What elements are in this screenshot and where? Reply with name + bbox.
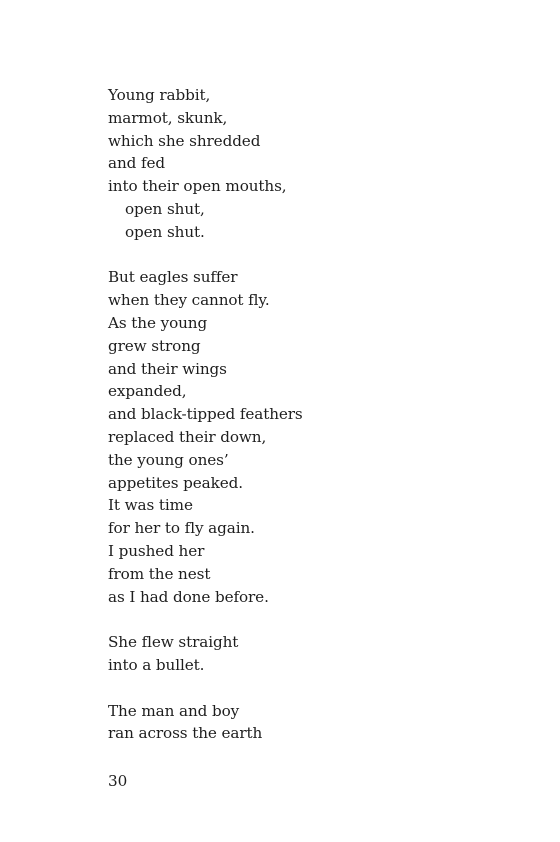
poem-line: and black-tipped feathers — [108, 405, 303, 424]
stanza-break — [108, 244, 508, 267]
poem-line: replaced their down, — [108, 427, 267, 446]
poem-line: The man and boy — [108, 701, 240, 720]
poem-line: ran across the earth — [108, 724, 263, 743]
poem-line: and their wings — [108, 359, 227, 378]
stanza-4 — [108, 700, 508, 746]
poem-line: for her to fly again. — [108, 519, 255, 538]
stanza-3 — [108, 631, 508, 677]
poem-line: She flew straight — [108, 633, 239, 652]
poem-line: from the nest — [108, 564, 211, 583]
poem-line: the young ones’ — [108, 450, 229, 469]
poem-line: expanded, — [108, 382, 187, 401]
poem-line: appetites peaked. — [108, 473, 243, 492]
poem-line: when they cannot fly. — [108, 291, 270, 310]
poem-line: into a bullet. — [108, 655, 205, 674]
poem-line: It was time — [108, 496, 193, 515]
poem-line: But eagles suffer — [108, 268, 238, 287]
poem-line-indented: open shut, — [125, 199, 205, 218]
poem-line: as I had done before. — [108, 587, 269, 606]
stanza-1 — [108, 84, 508, 244]
poem-line: and fed — [108, 154, 166, 173]
poem-line: grew strong — [108, 336, 201, 355]
poem-line: I pushed her — [108, 541, 205, 560]
stanza-break — [108, 608, 508, 631]
page-number: 30 — [108, 772, 128, 790]
poem-line: As the young — [108, 313, 208, 332]
stanza-2 — [108, 266, 508, 608]
poem-line: Young rabbit, — [108, 86, 211, 104]
stanza-break — [108, 677, 508, 700]
poem-body — [108, 84, 508, 745]
poem-line-indented: open shut. — [125, 222, 205, 241]
poem-line: marmot, skunk, — [108, 108, 228, 127]
poem-line: into their open mouths, — [108, 177, 287, 196]
poem-line: which she shredded — [108, 131, 261, 150]
